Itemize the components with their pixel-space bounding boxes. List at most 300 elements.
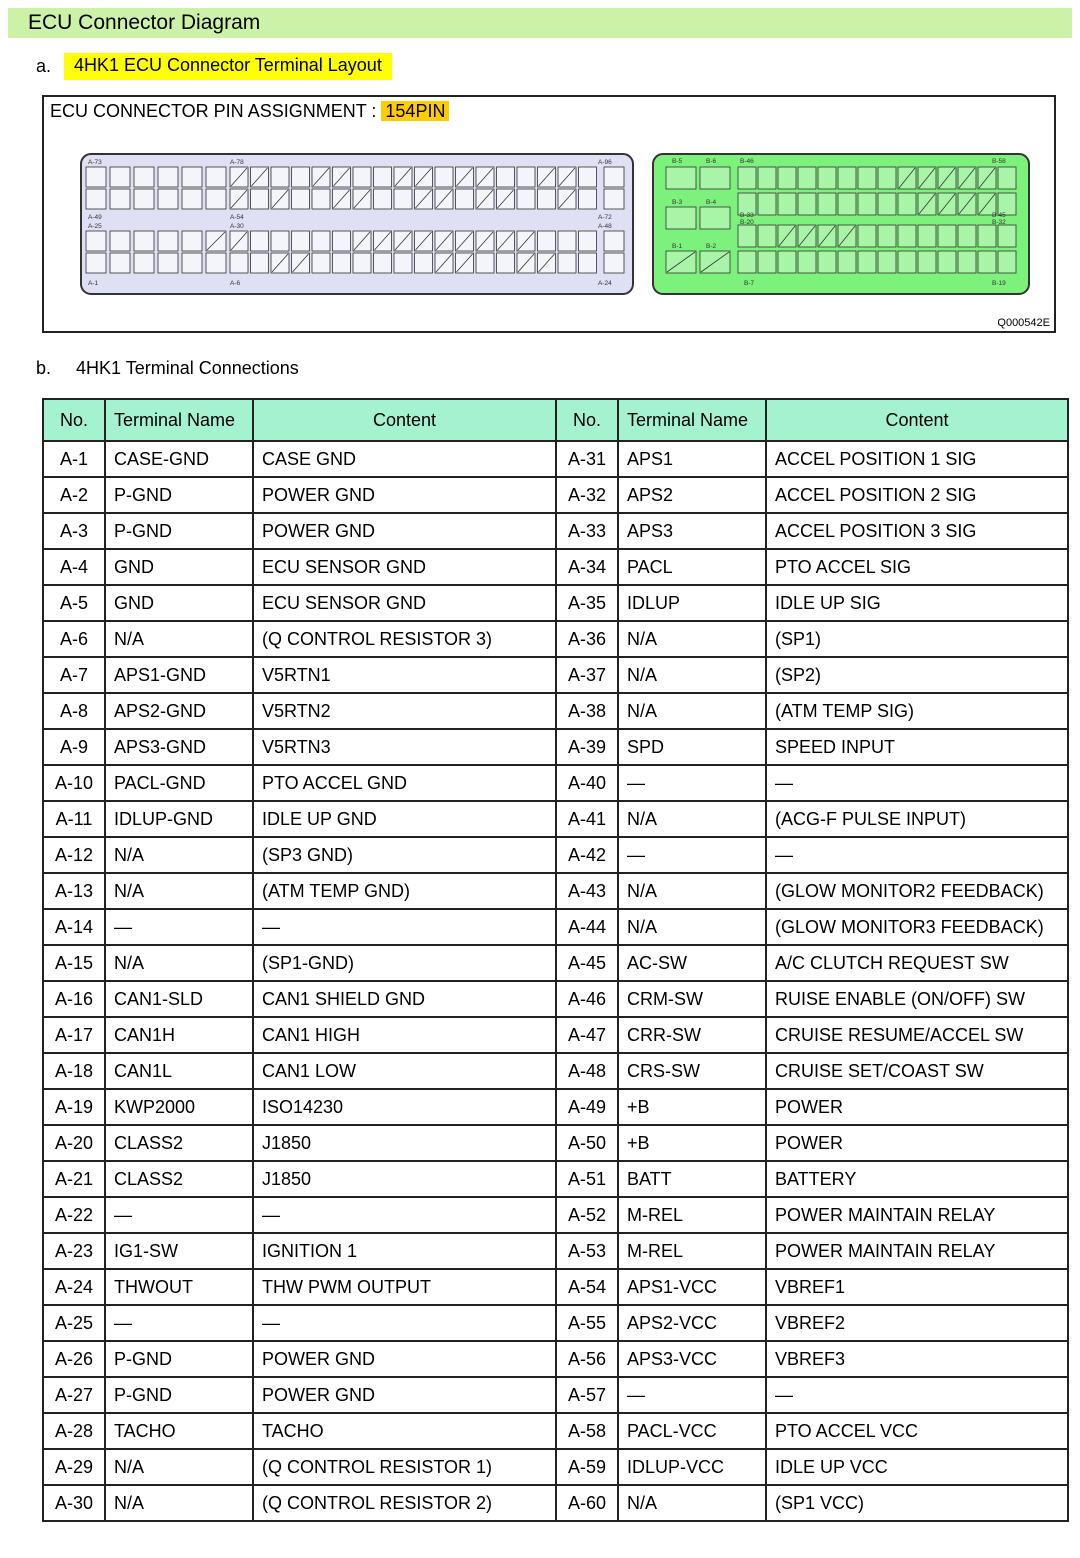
content-cell: POWER GND (253, 477, 556, 513)
pin-cell (758, 167, 776, 189)
section-a-label: 4HK1 ECU Connector Terminal Layout (64, 53, 392, 80)
pin-cell (394, 253, 412, 273)
header-content: Content (253, 399, 556, 441)
terminal-name-cell: N/A (105, 1485, 253, 1521)
pin-cell (738, 225, 756, 247)
pin-number-cell: A-8 (43, 693, 105, 729)
pin-cell (738, 251, 756, 273)
terminal-name-cell: CRM-SW (618, 981, 766, 1017)
terminal-name-cell: PACL-GND (105, 765, 253, 801)
pin-cell (858, 193, 876, 215)
terminal-name-cell: TACHO (105, 1413, 253, 1449)
pin-cell (818, 193, 836, 215)
table-row (43, 1485, 1068, 1521)
pin-label: A-72 (598, 214, 612, 221)
terminal-name-cell: PACL (618, 549, 766, 585)
table-row (43, 441, 1068, 477)
pin-number-cell: A-4 (43, 549, 105, 585)
pin-cell (878, 167, 896, 189)
pin-number-cell: A-42 (556, 837, 618, 873)
pin-cell (798, 167, 816, 189)
pin-number-cell: A-45 (556, 945, 618, 981)
pin-cell (958, 251, 976, 273)
pin-cell (898, 251, 916, 273)
table-row (43, 1233, 1068, 1269)
content-cell: — (766, 837, 1068, 873)
pin-cell (898, 193, 916, 215)
pin-number-cell: A-2 (43, 477, 105, 513)
table-row (43, 585, 1068, 621)
content-cell: (ATM TEMP SIG) (766, 693, 1068, 729)
content-cell: CAN1 HIGH (253, 1017, 556, 1053)
pin-cell (312, 253, 330, 273)
pin-cell (230, 253, 248, 273)
content-cell: (SP1) (766, 621, 1068, 657)
header-terminal-name-2: Terminal Name (618, 399, 766, 441)
content-cell: CRUISE RESUME/ACCEL SW (766, 1017, 1068, 1053)
pin-cell (86, 253, 106, 273)
terminal-name-cell: — (618, 837, 766, 873)
table-row (43, 1305, 1068, 1341)
content-cell: CAN1 LOW (253, 1053, 556, 1089)
pin-cell (158, 231, 178, 251)
header-no: No. (43, 399, 105, 441)
table-row (43, 477, 1068, 513)
pin-number-cell: A-24 (43, 1269, 105, 1305)
table-row (43, 945, 1068, 981)
terminal-name-cell: N/A (618, 621, 766, 657)
pin-number-cell: A-32 (556, 477, 618, 513)
content-cell: ECU SENSOR GND (253, 549, 556, 585)
content-cell: BATTERY (766, 1161, 1068, 1197)
pin-number-cell: A-56 (556, 1341, 618, 1377)
pin-label: A-78 (230, 159, 244, 166)
content-cell: — (253, 909, 556, 945)
terminal-name-cell: — (105, 1305, 253, 1341)
terminal-name-cell: SPD (618, 729, 766, 765)
content-cell: POWER (766, 1089, 1068, 1125)
table-header-row (43, 399, 1068, 441)
pin-cell (353, 253, 371, 273)
table-row (43, 801, 1068, 837)
pin-cell (838, 251, 856, 273)
pin-label: A-49 (88, 214, 102, 221)
pin-cell (700, 207, 730, 229)
pin-count-badge: 154PIN (381, 101, 449, 121)
terminal-name-cell: APS2 (618, 477, 766, 513)
pin-number-cell: A-25 (43, 1305, 105, 1341)
pin-label: B-33 (740, 212, 754, 219)
pin-cell (998, 167, 1016, 189)
terminal-name-cell: P-GND (105, 1341, 253, 1377)
pin-label: B-19 (992, 280, 1006, 287)
content-cell: POWER MAINTAIN RELAY (766, 1233, 1068, 1269)
table-row (43, 1161, 1068, 1197)
terminal-name-cell: APS2-VCC (618, 1305, 766, 1341)
pin-cell (818, 167, 836, 189)
content-cell: (SP2) (766, 657, 1068, 693)
pin-number-cell: A-16 (43, 981, 105, 1017)
content-cell: IGNITION 1 (253, 1233, 556, 1269)
table-row (43, 1341, 1068, 1377)
pin-number-cell: A-11 (43, 801, 105, 837)
pin-cell (517, 167, 535, 187)
pin-cell (110, 231, 130, 251)
terminal-name-cell: — (105, 1197, 253, 1233)
pin-cell (838, 167, 856, 189)
pin-cell (958, 225, 976, 247)
terminal-name-cell: THWOUT (105, 1269, 253, 1305)
content-cell: PTO ACCEL GND (253, 765, 556, 801)
terminal-name-cell: CRS-SW (618, 1053, 766, 1089)
pin-number-cell: A-33 (556, 513, 618, 549)
pin-cell (353, 167, 371, 187)
pin-number-cell: A-14 (43, 909, 105, 945)
content-cell: POWER (766, 1125, 1068, 1161)
pin-label: B-32 (992, 219, 1006, 226)
pin-cell (538, 189, 556, 209)
content-cell: CAN1 SHIELD GND (253, 981, 556, 1017)
table-row (43, 1053, 1068, 1089)
content-cell: (GLOW MONITOR2 FEEDBACK) (766, 873, 1068, 909)
terminal-name-cell: APS3-GND (105, 729, 253, 765)
content-cell: — (766, 765, 1068, 801)
pin-number-cell: A-28 (43, 1413, 105, 1449)
pin-number-cell: A-17 (43, 1017, 105, 1053)
terminal-name-cell: CLASS2 (105, 1125, 253, 1161)
pin-number-cell: A-46 (556, 981, 618, 1017)
table-row (43, 693, 1068, 729)
pin-cell (998, 251, 1016, 273)
content-cell: RUISE ENABLE (ON/OFF) SW (766, 981, 1068, 1017)
pin-label: B-20 (740, 219, 754, 226)
pin-label: A-30 (230, 223, 244, 230)
table-row (43, 873, 1068, 909)
pin-label: A-54 (230, 214, 244, 221)
section-b-heading (36, 358, 299, 379)
table-row (43, 981, 1068, 1017)
content-cell: (GLOW MONITOR3 FEEDBACK) (766, 909, 1068, 945)
pin-label: A-25 (88, 223, 102, 230)
pin-number-cell: A-30 (43, 1485, 105, 1521)
pin-number-cell: A-47 (556, 1017, 618, 1053)
table-row (43, 1197, 1068, 1233)
content-cell: PTO ACCEL SIG (766, 549, 1068, 585)
pin-number-cell: A-57 (556, 1377, 618, 1413)
content-cell: TACHO (253, 1413, 556, 1449)
pin-number-cell: A-40 (556, 765, 618, 801)
section-a-heading (36, 55, 382, 77)
content-cell: (SP1 VCC) (766, 1485, 1068, 1521)
pin-cell (158, 167, 178, 187)
pin-label: B-3 (672, 199, 683, 206)
pin-cell (206, 253, 226, 273)
pin-cell (271, 231, 289, 251)
terminal-name-cell: APS3 (618, 513, 766, 549)
content-cell: ACCEL POSITION 2 SIG (766, 477, 1068, 513)
pin-cell (206, 167, 226, 187)
pin-number-cell: A-37 (556, 657, 618, 693)
pin-number-cell: A-22 (43, 1197, 105, 1233)
pin-label: B-45 (992, 212, 1006, 219)
terminal-name-cell: IDLUP (618, 585, 766, 621)
pin-cell (182, 231, 202, 251)
content-cell: V5RTN1 (253, 657, 556, 693)
pin-number-cell: A-58 (556, 1413, 618, 1449)
content-cell: (Q CONTROL RESISTOR 1) (253, 1449, 556, 1485)
pin-cell (312, 189, 330, 209)
content-cell: POWER GND (253, 1377, 556, 1413)
pin-cell (858, 225, 876, 247)
table-row (43, 657, 1068, 693)
content-cell: (SP1-GND) (253, 945, 556, 981)
terminal-name-cell: N/A (618, 693, 766, 729)
content-cell: J1850 (253, 1161, 556, 1197)
pin-label: B-2 (706, 243, 717, 250)
pin-label: A-96 (598, 159, 612, 166)
content-cell: — (253, 1197, 556, 1233)
pin-cell (579, 167, 597, 187)
pin-number-cell: A-21 (43, 1161, 105, 1197)
diagram-heading-line (50, 101, 449, 122)
pin-label: A-1 (88, 280, 99, 287)
table-row (43, 729, 1068, 765)
pin-cell (918, 251, 936, 273)
terminal-name-cell: CAN1-SLD (105, 981, 253, 1017)
content-cell: VBREF2 (766, 1305, 1068, 1341)
pin-cell (271, 167, 289, 187)
pin-cell (374, 167, 392, 187)
pin-cell (738, 167, 756, 189)
pin-cell (251, 231, 269, 251)
pin-number-cell: A-7 (43, 657, 105, 693)
pin-cell (415, 253, 433, 273)
terminal-name-cell: AC-SW (618, 945, 766, 981)
terminal-name-cell: GND (105, 549, 253, 585)
pin-label: A-24 (598, 280, 612, 287)
pin-label: B-7 (744, 280, 755, 287)
pin-cell (134, 253, 154, 273)
pin-number-cell: A-59 (556, 1449, 618, 1485)
terminal-name-cell: N/A (618, 909, 766, 945)
table-row (43, 549, 1068, 585)
pin-number-cell: A-5 (43, 585, 105, 621)
pin-number-cell: A-9 (43, 729, 105, 765)
terminal-name-cell: N/A (105, 837, 253, 873)
pin-cell (858, 251, 876, 273)
pin-cell (333, 231, 351, 251)
pin-cell (579, 231, 597, 251)
pin-cell (182, 253, 202, 273)
content-cell: A/C CLUTCH REQUEST SW (766, 945, 1068, 981)
content-cell: POWER MAINTAIN RELAY (766, 1197, 1068, 1233)
terminal-name-cell: N/A (618, 873, 766, 909)
pin-number-cell: A-60 (556, 1485, 618, 1521)
pin-number-cell: A-35 (556, 585, 618, 621)
pin-cell (978, 225, 996, 247)
pin-number-cell: A-39 (556, 729, 618, 765)
terminal-name-cell: IG1-SW (105, 1233, 253, 1269)
pin-cell (838, 193, 856, 215)
terminal-name-cell: N/A (105, 1449, 253, 1485)
pin-cell (134, 167, 154, 187)
pin-cell (798, 251, 816, 273)
header-no-2: No. (556, 399, 618, 441)
pin-cell (778, 167, 796, 189)
terminal-name-cell: IDLUP-GND (105, 801, 253, 837)
pin-number-cell: A-38 (556, 693, 618, 729)
connector-diagram (42, 95, 1056, 333)
pin-label: B-58 (992, 158, 1006, 165)
pin-cell (604, 231, 624, 251)
pin-cell (538, 231, 556, 251)
terminal-name-cell: IDLUP-VCC (618, 1449, 766, 1485)
page-title: ECU Connector Diagram (28, 11, 261, 34)
table-row (43, 1377, 1068, 1413)
pin-number-cell: A-29 (43, 1449, 105, 1485)
pin-number-cell: A-31 (556, 441, 618, 477)
pin-number-cell: A-34 (556, 549, 618, 585)
pin-cell (435, 167, 453, 187)
header-terminal-name: Terminal Name (105, 399, 253, 441)
terminal-name-cell: APS1 (618, 441, 766, 477)
pin-number-cell: A-20 (43, 1125, 105, 1161)
pin-cell (374, 189, 392, 209)
content-cell: POWER GND (253, 513, 556, 549)
content-cell: ISO14230 (253, 1089, 556, 1125)
pin-cell (497, 253, 515, 273)
pin-cell (374, 253, 392, 273)
table-row (43, 1017, 1068, 1053)
figure-code: Q000542E (997, 317, 1050, 329)
content-cell: IDLE UP SIG (766, 585, 1068, 621)
table-row (43, 621, 1068, 657)
terminal-name-cell: P-GND (105, 513, 253, 549)
header-content-2: Content (766, 399, 1068, 441)
pin-label: A-48 (598, 223, 612, 230)
terminal-name-cell: N/A (105, 873, 253, 909)
pin-cell (938, 251, 956, 273)
terminal-name-cell: BATT (618, 1161, 766, 1197)
content-cell: ACCEL POSITION 1 SIG (766, 441, 1068, 477)
pin-cell (86, 167, 106, 187)
pin-cell (878, 225, 896, 247)
content-cell: ACCEL POSITION 3 SIG (766, 513, 1068, 549)
terminal-name-cell: PACL-VCC (618, 1413, 766, 1449)
pin-cell (251, 253, 269, 273)
pin-cell (558, 231, 576, 251)
terminal-name-cell: APS1-GND (105, 657, 253, 693)
pin-cell (666, 207, 696, 229)
pin-number-cell: A-43 (556, 873, 618, 909)
pin-cell (110, 167, 130, 187)
pin-cell (579, 189, 597, 209)
content-cell: J1850 (253, 1125, 556, 1161)
terminal-name-cell: N/A (618, 801, 766, 837)
pin-label: B-5 (672, 158, 683, 165)
pin-number-cell: A-52 (556, 1197, 618, 1233)
pin-cell (978, 251, 996, 273)
pin-cell (292, 189, 310, 209)
pin-cell (700, 167, 730, 189)
pin-number-cell: A-27 (43, 1377, 105, 1413)
pin-cell (292, 167, 310, 187)
content-cell: PTO ACCEL VCC (766, 1413, 1068, 1449)
pin-number-cell: A-3 (43, 513, 105, 549)
pin-cell (497, 167, 515, 187)
pin-cell (182, 167, 202, 187)
terminal-name-cell: APS2-GND (105, 693, 253, 729)
pin-number-cell: A-10 (43, 765, 105, 801)
content-cell: VBREF3 (766, 1341, 1068, 1377)
terminal-name-cell: N/A (618, 657, 766, 693)
pin-cell (134, 189, 154, 209)
pin-label: A-6 (230, 280, 241, 287)
page-title-bar (8, 8, 1072, 38)
pin-cell (110, 189, 130, 209)
pin-number-cell: A-50 (556, 1125, 618, 1161)
terminal-name-cell: CASE-GND (105, 441, 253, 477)
pin-number-cell: A-13 (43, 873, 105, 909)
terminal-name-cell: P-GND (105, 1377, 253, 1413)
terminal-name-cell: APS3-VCC (618, 1341, 766, 1377)
pin-cell (878, 251, 896, 273)
pin-number-cell: A-49 (556, 1089, 618, 1125)
pin-cell (778, 251, 796, 273)
pin-cell (898, 225, 916, 247)
pin-cell (517, 189, 535, 209)
pin-label: B-6 (706, 158, 717, 165)
table-row (43, 837, 1068, 873)
content-cell: CASE GND (253, 441, 556, 477)
pin-number-cell: A-6 (43, 621, 105, 657)
terminal-name-cell: APS1-VCC (618, 1269, 766, 1305)
pin-number-cell: A-48 (556, 1053, 618, 1089)
content-cell: V5RTN2 (253, 693, 556, 729)
pin-number-cell: A-36 (556, 621, 618, 657)
pin-number-cell: A-18 (43, 1053, 105, 1089)
terminal-name-cell: CAN1L (105, 1053, 253, 1089)
pin-label: B-1 (672, 243, 683, 250)
pin-cell (312, 231, 330, 251)
terminal-table (42, 398, 1069, 1522)
terminal-name-cell: +B (618, 1089, 766, 1125)
pin-number-cell: A-23 (43, 1233, 105, 1269)
pin-cell (86, 231, 106, 251)
terminal-name-cell: P-GND (105, 477, 253, 513)
pin-cell (818, 251, 836, 273)
pin-label: B-4 (706, 199, 717, 206)
content-cell: THW PWM OUTPUT (253, 1269, 556, 1305)
terminal-name-cell: +B (618, 1125, 766, 1161)
pin-cell (206, 189, 226, 209)
pin-cell (579, 253, 597, 273)
pin-cell (86, 189, 106, 209)
content-cell: VBREF1 (766, 1269, 1068, 1305)
terminal-name-cell: KWP2000 (105, 1089, 253, 1125)
pin-number-cell: A-15 (43, 945, 105, 981)
pin-cell (456, 189, 474, 209)
pin-cell (558, 253, 576, 273)
pin-cell (918, 225, 936, 247)
terminal-name-cell: — (105, 909, 253, 945)
terminal-name-cell: N/A (105, 621, 253, 657)
pin-number-cell: A-26 (43, 1341, 105, 1377)
pin-cell (333, 253, 351, 273)
pin-cell (251, 189, 269, 209)
content-cell: (ATM TEMP GND) (253, 873, 556, 909)
pin-cell (110, 253, 130, 273)
